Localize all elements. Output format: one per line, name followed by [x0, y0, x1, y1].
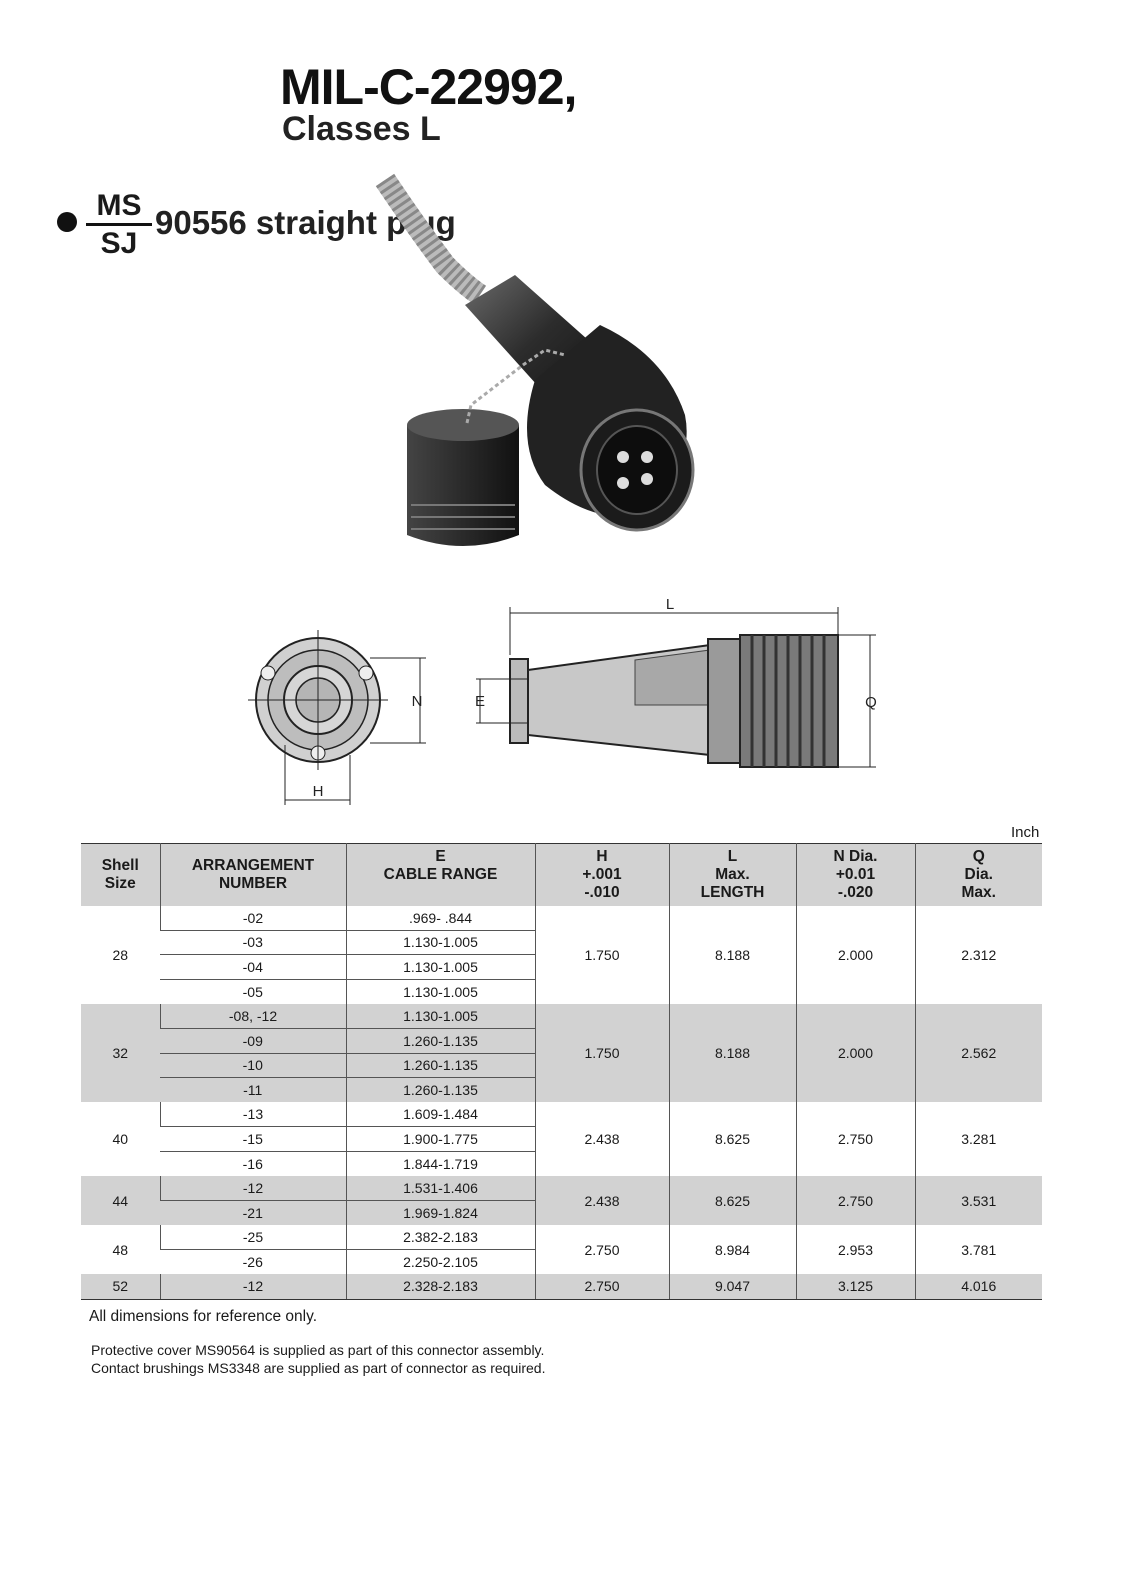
cell-l: 9.047	[669, 1274, 796, 1299]
header-shell-size: Shell Size	[81, 844, 160, 906]
header-n: N Dia. +0.01 -.020	[796, 844, 915, 906]
cell-cable-range: 2.382-2.183	[346, 1225, 535, 1250]
unit-label: Inch	[1011, 824, 1040, 841]
cable-mesh	[385, 180, 480, 295]
cell-cable-range: 1.609-1.484	[346, 1102, 535, 1127]
cell-l: 8.625	[669, 1176, 796, 1225]
cell-cable-range: 1.844-1.719	[346, 1151, 535, 1176]
cell-q: 2.562	[915, 1004, 1042, 1102]
cell-h: 2.750	[535, 1225, 669, 1274]
reference-note: All dimensions for reference only.	[89, 1308, 318, 1325]
cell-h: 1.750	[535, 1004, 669, 1102]
cell-shell: 28	[81, 906, 160, 1004]
cell-q: 4.016	[915, 1274, 1042, 1299]
header-h: H +.001 -.010	[535, 844, 669, 906]
cell-shell: 40	[81, 1102, 160, 1176]
cell-cable-range: 1.130-1.005	[346, 1004, 535, 1029]
dim-label-e: E	[474, 693, 486, 710]
cell-cable-range: .969- .844	[346, 906, 535, 931]
table-row	[81, 1102, 1042, 1127]
cell-arrangement: -16	[160, 1151, 346, 1176]
cell-arrangement: -12	[160, 1274, 346, 1299]
front-view-drawing	[248, 630, 426, 805]
cell-q: 3.781	[915, 1225, 1042, 1274]
dim-label-n: N	[411, 693, 423, 710]
cell-arrangement: -26	[160, 1250, 346, 1275]
cell-cable-range: 1.260-1.135	[346, 1053, 535, 1078]
cell-shell: 44	[81, 1176, 160, 1225]
cell-arrangement: -15	[160, 1127, 346, 1152]
cell-n: 2.750	[796, 1176, 915, 1225]
cell-arrangement: -25	[160, 1225, 346, 1250]
cell-shell: 52	[81, 1274, 160, 1299]
cell-q: 2.312	[915, 906, 1042, 1004]
part-prefix-sj: SJ	[100, 227, 138, 260]
dimension-drawings	[240, 595, 890, 810]
table-row	[81, 906, 1042, 931]
table-row	[81, 1274, 1042, 1299]
side-view-drawing	[476, 607, 876, 767]
cell-cable-range: 1.130-1.005	[346, 930, 535, 955]
table-row	[81, 1176, 1042, 1201]
part-prefix-fraction	[86, 190, 152, 260]
cell-cable-range: 1.260-1.135	[346, 1028, 535, 1053]
cell-arrangement: -13	[160, 1102, 346, 1127]
cell-cable-range: 1.969-1.824	[346, 1201, 535, 1226]
part-description: 90556 straight plug	[155, 204, 456, 241]
cell-l: 8.188	[669, 1004, 796, 1102]
cell-l: 8.625	[669, 1102, 796, 1176]
cell-n: 2.750	[796, 1102, 915, 1176]
part-prefix-ms: MS	[86, 190, 152, 226]
cell-cable-range: 1.260-1.135	[346, 1078, 535, 1103]
cell-h: 1.750	[535, 906, 669, 1004]
cell-arrangement: -05	[160, 979, 346, 1004]
cell-n: 3.125	[796, 1274, 915, 1299]
cell-arrangement: -21	[160, 1201, 346, 1226]
cell-cable-range: 1.900-1.775	[346, 1127, 535, 1152]
page-subtitle: Classes L	[282, 110, 441, 148]
cell-l: 8.984	[669, 1225, 796, 1274]
page-title: MIL-C-22992,	[280, 59, 577, 115]
cell-n: 2.953	[796, 1225, 915, 1274]
dim-label-l: L	[665, 596, 675, 613]
cell-arrangement: -11	[160, 1078, 346, 1103]
cell-q: 3.531	[915, 1176, 1042, 1225]
cell-arrangement: -12	[160, 1176, 346, 1201]
cell-shell: 48	[81, 1225, 160, 1274]
table-row	[81, 1225, 1042, 1250]
cell-cable-range: 1.130-1.005	[346, 979, 535, 1004]
table-header-row	[81, 844, 1042, 906]
dim-label-h: H	[312, 783, 324, 800]
cell-n: 2.000	[796, 1004, 915, 1102]
header-arrangement-number: ARRANGEMENT NUMBER	[160, 844, 346, 906]
cell-cable-range: 2.328-2.183	[346, 1274, 535, 1299]
cell-arrangement: -02	[160, 906, 346, 931]
dimensions-table	[81, 843, 1042, 1300]
cell-h: 2.750	[535, 1274, 669, 1299]
dim-label-q: Q	[865, 694, 877, 711]
cell-arrangement: -04	[160, 955, 346, 980]
cell-cable-range: 2.250-2.105	[346, 1250, 535, 1275]
header-l: L Max. LENGTH	[669, 844, 796, 906]
header-q: Q Dia. Max.	[915, 844, 1042, 906]
cell-arrangement: -09	[160, 1028, 346, 1053]
cell-arrangement: -03	[160, 930, 346, 955]
cell-arrangement: -08, -12	[160, 1004, 346, 1029]
cell-h: 2.438	[535, 1176, 669, 1225]
cell-arrangement: -10	[160, 1053, 346, 1078]
cell-h: 2.438	[535, 1102, 669, 1176]
cover-note: Protective cover MS90564 is supplied as part of this connector assembly.	[91, 1342, 545, 1358]
cell-shell: 32	[81, 1004, 160, 1102]
cell-q: 3.281	[915, 1102, 1042, 1176]
cell-n: 2.000	[796, 906, 915, 1004]
brushings-note: Contact brushings MS3348 are supplied as part of connector as required.	[91, 1360, 546, 1376]
header-cable-range: E CABLE RANGE	[346, 844, 535, 906]
cell-l: 8.188	[669, 906, 796, 1004]
table-row	[81, 1004, 1042, 1029]
connector-photo	[375, 165, 725, 585]
bullet-icon	[57, 212, 77, 232]
cell-cable-range: 1.531-1.406	[346, 1176, 535, 1201]
cell-cable-range: 1.130-1.005	[346, 955, 535, 980]
